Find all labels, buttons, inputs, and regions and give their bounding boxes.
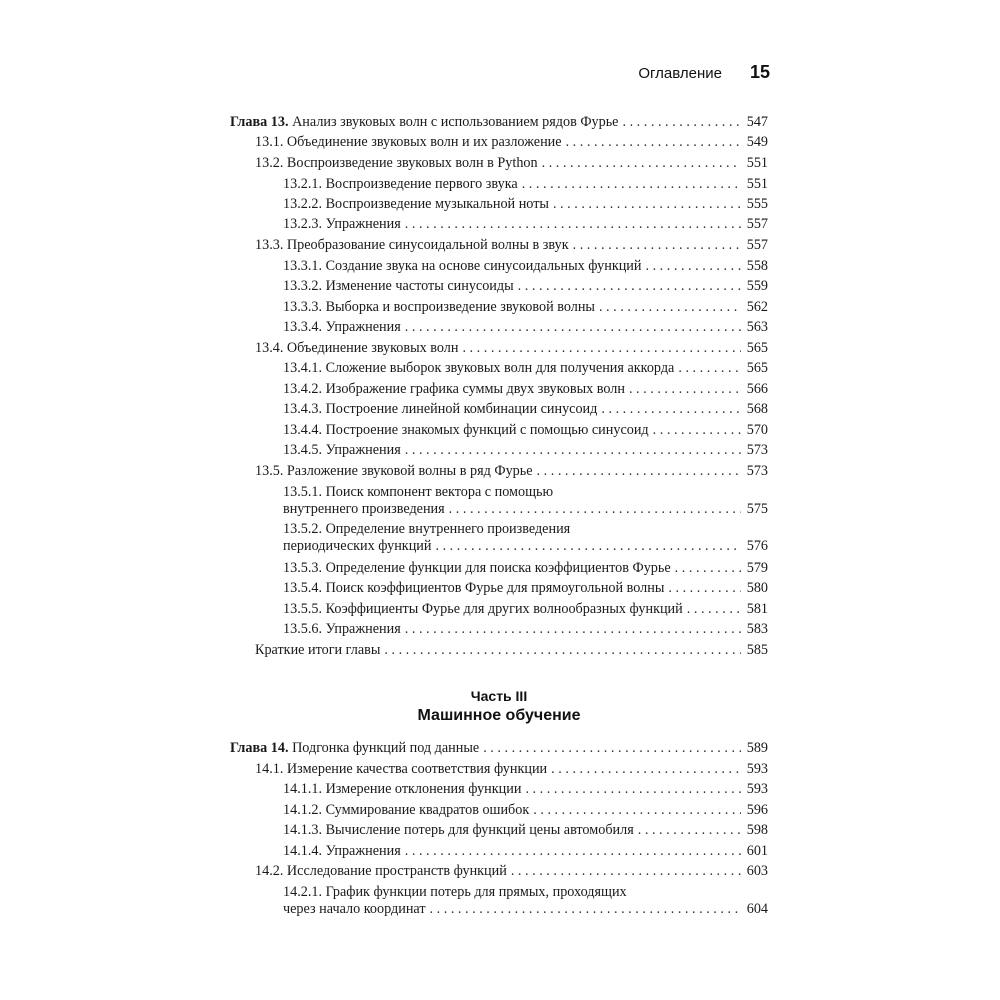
toc-page-number: 604 (746, 901, 768, 917)
toc-entry-title: Краткие итоги главы (255, 642, 381, 658)
toc-subsection[interactable] (230, 258, 768, 278)
toc-subsection[interactable] (230, 422, 768, 442)
toc-chapter-heading[interactable] (230, 114, 768, 134)
toc-page-number: 596 (746, 802, 768, 818)
toc-page-number: 575 (746, 501, 768, 517)
toc-page-number: 580 (746, 580, 768, 596)
toc-entry-title: 13.3.3. Выборка и воспроизведение звуковой волны (283, 299, 595, 315)
toc-section[interactable] (230, 761, 768, 781)
toc-section[interactable] (230, 155, 768, 175)
leader-dots (551, 761, 741, 778)
toc-section[interactable] (230, 134, 768, 154)
toc-entry-title: 14.1. Измерение качества соответствия функции (255, 761, 548, 777)
toc-entry-title: внутреннего произведения (283, 501, 445, 517)
toc-entry-title: 14.1.4. Упражнения (283, 843, 401, 859)
toc-page-number: 598 (746, 822, 768, 838)
toc-entry-title: 14.1.2. Суммирование квадратов ошибок (283, 802, 530, 818)
toc-page-number: 573 (746, 442, 768, 458)
leader-dots (435, 538, 740, 555)
toc-entry-title: 13.4.2. Изображение графика суммы двух звуковых волн (283, 381, 625, 397)
toc-subsection[interactable] (230, 176, 768, 196)
leader-dots (668, 580, 740, 597)
toc-page-number: 549 (746, 134, 768, 150)
toc-subsection[interactable] (230, 621, 768, 641)
leader-dots (638, 822, 741, 839)
toc-entry-title-line1: 14.2.1. График функции потерь для прямых, проходящих (283, 884, 627, 900)
toc-subsection[interactable] (230, 299, 768, 319)
toc-entry-title: 13.5.5. Коэффициенты Фурье для других волнообразных функций (283, 601, 683, 617)
leader-dots (511, 863, 741, 880)
toc-subsection[interactable] (230, 822, 768, 842)
toc-entry-title: 13.3.1. Создание звука на основе синусоидальных функций (283, 258, 642, 274)
leader-dots (553, 196, 741, 213)
toc-section[interactable] (230, 642, 768, 662)
toc-subsection-multiline[interactable] (230, 484, 768, 524)
toc-subsection[interactable] (230, 381, 768, 401)
toc-entry-title (230, 114, 618, 131)
leader-dots (566, 134, 741, 151)
toc-page-number: 551 (746, 176, 768, 192)
toc-entry-title (230, 740, 479, 757)
toc-entry-title: 13.5.3. Определение функции для поиска коэффициентов Фурье (283, 560, 671, 576)
toc-entry-title-line1: 13.5.2. Определение внутреннего произведения (283, 521, 571, 537)
toc-page-number: 589 (746, 740, 768, 756)
leader-dots (518, 278, 741, 295)
leader-dots (405, 621, 741, 638)
toc-page-number: 593 (746, 761, 768, 777)
toc-page-number: 559 (746, 278, 768, 294)
toc-subsection[interactable] (230, 196, 768, 216)
toc-entry-title: 14.2. Исследование пространств функций (255, 863, 507, 879)
part-label: Часть III (470, 688, 528, 704)
toc-entry-title: 13.5. Разложение звуковой волны в ряд Фурье (255, 463, 533, 479)
toc-entry-title-line1: 13.5.1. Поиск компонент вектора с помощью (283, 484, 554, 500)
leader-dots (653, 422, 741, 439)
leader-dots (405, 442, 741, 459)
leader-dots (573, 237, 741, 254)
toc-page-number: 581 (746, 601, 768, 617)
leader-dots (645, 258, 740, 275)
toc-entry-title: 13.4.1. Сложение выборок звуковых волн для получения аккорда (283, 360, 675, 376)
toc-page-number: 593 (746, 781, 768, 797)
leader-dots (542, 155, 741, 172)
toc-entry-title: через начало координат (283, 901, 426, 917)
toc-subsection[interactable] (230, 319, 768, 339)
page-number: 15 (749, 62, 770, 82)
toc-page-number: 603 (746, 863, 768, 879)
leader-dots (430, 901, 741, 918)
leader-dots (675, 560, 741, 577)
toc-subsection[interactable] (230, 802, 768, 822)
toc-page-number: 576 (746, 538, 768, 554)
toc-page-number: 566 (746, 381, 768, 397)
toc-entry-title: 13.4.4. Построение знакомых функций с помощью синусоид (283, 422, 649, 438)
toc-subsection-multiline[interactable] (230, 884, 768, 924)
toc-page-number: 583 (746, 621, 768, 637)
chapter-title: Анализ звуковых волн с использованием рядов Фурье (288, 114, 619, 130)
toc-entry-title: 13.4.3. Построение линейной комбинации синусоид (283, 401, 598, 417)
leader-dots (537, 463, 741, 480)
toc-section[interactable] (230, 237, 768, 257)
toc-entry-title: 13.2. Воспроизведение звуковых волн в Python (255, 155, 538, 171)
leader-dots (483, 740, 741, 757)
chapter-label: Глава 13. (230, 114, 289, 130)
toc-subsection-multiline[interactable] (230, 521, 768, 561)
toc-entry-title: 13.5.4. Поиск коэффициентов Фурье для прямоугольной волны (283, 580, 665, 596)
toc-entry-title: 13.2.2. Воспроизведение музыкальной ноты (283, 196, 549, 212)
leader-dots (678, 360, 740, 377)
leader-dots (525, 781, 740, 798)
chapter-label: Глава 14. (230, 740, 289, 756)
toc-entry-title: 13.1. Объединение звуковых волн и их разложение (255, 134, 562, 150)
toc-section[interactable] (230, 340, 768, 360)
running-header (638, 62, 770, 83)
toc-subsection[interactable] (230, 601, 768, 621)
toc-chapter-heading[interactable] (230, 740, 768, 760)
leader-dots (384, 642, 740, 659)
leader-dots (522, 176, 741, 193)
toc-page-number: 573 (746, 463, 768, 479)
toc-entry-title: 13.4.5. Упражнения (283, 442, 401, 458)
leader-dots (629, 381, 741, 398)
toc-page-number: 601 (746, 843, 768, 859)
toc-page-number: 563 (746, 319, 768, 335)
toc-section[interactable] (230, 863, 768, 883)
toc-subsection[interactable] (230, 580, 768, 600)
toc-entry-title: 14.1.1. Измерение отклонения функции (283, 781, 522, 797)
toc-entry-title: 13.5.6. Упражнения (283, 621, 401, 637)
leader-dots (599, 299, 741, 316)
toc-entry-title: 13.2.3. Упражнения (283, 216, 401, 232)
toc-page-number: 562 (746, 299, 768, 315)
toc-page-number: 579 (746, 560, 768, 576)
part-title: Машинное обучение (417, 707, 581, 724)
toc-entry-title: 13.3. Преобразование синусоидальной волны в звук (255, 237, 569, 253)
leader-dots (533, 802, 740, 819)
chapter-title: Подгонка функций под данные (288, 740, 480, 756)
leader-dots (462, 340, 740, 357)
toc-subsection[interactable] (230, 843, 768, 863)
toc-subsection[interactable] (230, 278, 768, 298)
toc-entry-title: 13.3.2. Изменение частоты синусоиды (283, 278, 514, 294)
toc-subsection[interactable] (230, 560, 768, 580)
leader-dots (405, 216, 741, 233)
toc-entry-title: 13.4. Объединение звуковых волн (255, 340, 459, 356)
toc-subsection[interactable] (230, 360, 768, 380)
toc-subsection[interactable] (230, 781, 768, 801)
running-title: Оглавление (638, 65, 722, 82)
toc-entry-title: 13.2.1. Воспроизведение первого звука (283, 176, 518, 192)
toc-page-number: 570 (746, 422, 768, 438)
leader-dots (405, 843, 741, 860)
toc-page-number: 547 (746, 114, 768, 130)
toc-page-number: 568 (746, 401, 768, 417)
toc-page-number: 558 (746, 258, 768, 274)
toc-page-number: 557 (746, 216, 768, 232)
toc-page-number: 555 (746, 196, 768, 212)
toc-entry-title: 13.3.4. Упражнения (283, 319, 401, 335)
leader-dots (405, 319, 741, 336)
toc-section[interactable] (230, 463, 768, 483)
leader-dots (449, 501, 741, 518)
toc-page-number: 565 (746, 360, 768, 376)
toc-page-number: 557 (746, 237, 768, 253)
leader-dots (601, 401, 740, 418)
toc-page-number: 565 (746, 340, 768, 356)
toc-subsection[interactable] (230, 401, 768, 421)
leader-dots (687, 601, 741, 618)
toc-page-number: 551 (746, 155, 768, 171)
toc-subsection[interactable] (230, 442, 768, 462)
toc-entry-title: 14.1.3. Вычисление потерь для функций цены автомобиля (283, 822, 634, 838)
toc-entry-title: периодических функций (283, 538, 432, 554)
toc-page-number: 585 (746, 642, 768, 658)
leader-dots (622, 114, 740, 131)
toc-subsection[interactable] (230, 216, 768, 236)
